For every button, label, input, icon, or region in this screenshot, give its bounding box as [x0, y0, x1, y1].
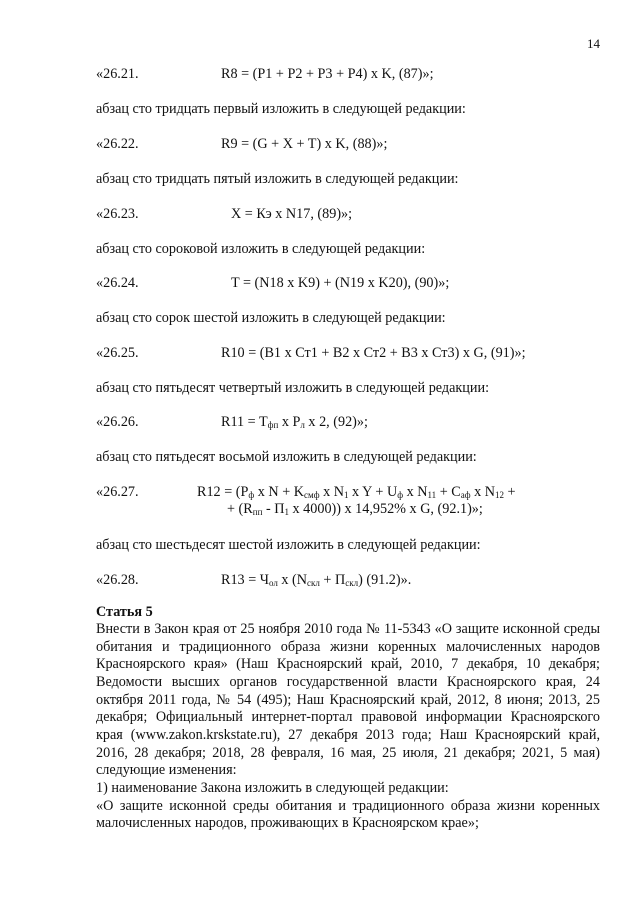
formula-26-27-line1: $R12 = (P_ф$ x $N + K_{смф}$ x $N_1$ x $Y + U_ф$ x $N_{11} + C_{аф}$ x $N_{12}$ + [197, 484, 516, 500]
article-paragraph: Внести в Закон края от 25 ноября 2010 года № 11-5343 «О защите исконной среды обитания и традиционного образа жизни коренных малочисленных народов Красноярского края» (Наш Красноярский край, 2010, 7 декабря, 10 декабря; Ведомости высших органов государственной власти Красноярского края, 24 октября 2011 года, № 54 (495); Наш Красноярский край, 2012, 8 июня; 2013, 25 декабря; Официальный интернет-портал правовой информации Красноярского края (www.zakon.krskstate.ru), 27 декабря 2013 года; Наш Красноярский край, 2016, 28 декабря; 2018, 28 февраля, 16 мая, 25 июля, 21 декабря; 2021, 5 мая) следующие изменения: [96, 621, 600, 779]
formula: R8 = (P1 + P2 + P3 + P4) x K, (87)»; [221, 66, 434, 82]
article-body [96, 621, 600, 833]
paragraph: абзац сто тридцать первый изложить в следующей редакции: [96, 101, 466, 117]
item-number: «26.27. [96, 484, 139, 500]
formula-26-27-line2: + ($R_{пп} - П_1$ x 4000)) x 14,952% x G, (92.1)»; [227, 501, 483, 517]
paragraph: абзац сто пятьдесят восьмой изложить в следующей редакции: [96, 449, 477, 465]
formula: R10 = (B1 x Ст1 + B2 x Ст2 + B3 x Ст3) x G, (91)»; [221, 345, 526, 361]
item-number: «26.26. [96, 414, 139, 430]
paragraph: абзац сто сороковой изложить в следующей редакции: [96, 241, 426, 257]
formula-26-28: $R13 = Ч_{ол}$ x $(N_{скл} + П_{скл})$ (91.2)». [221, 572, 412, 588]
article-title: Статья 5 [96, 604, 153, 620]
formula: X = Кэ x N17, (89)»; [231, 206, 353, 222]
article-paragraph: 1) наименование Закона изложить в следующей редакции: [96, 780, 449, 797]
article-paragraph: «О защите исконной среды обитания и традиционного образа жизни коренных малочисленных народов, проживающих в Красноярском крае»; [96, 797, 600, 832]
item-number: «26.21. [96, 66, 139, 82]
item-number: «26.24. [96, 275, 139, 291]
item-number: «26.22. [96, 136, 139, 152]
paragraph: абзац сто сорок шестой изложить в следующей редакции: [96, 310, 446, 326]
paragraph: абзац сто тридцать пятый изложить в следующей редакции: [96, 171, 459, 187]
item-number: «26.25. [96, 345, 139, 361]
paragraph: абзац сто пятьдесят четвертый изложить в следующей редакции: [96, 380, 490, 396]
formula-26-26: $R11 = T_{фп}$ x $P_л$ x 2, (92)»; [221, 414, 368, 430]
page-number: 14 [587, 36, 600, 51]
item-number: «26.23. [96, 206, 139, 222]
paragraph: абзац сто шестьдесят шестой изложить в следующей редакции: [96, 537, 481, 553]
formula: R9 = (G + X + T) x K, (88)»; [221, 136, 388, 152]
formula: T = (N18 x K9) + (N19 x K20), (90)»; [231, 275, 450, 291]
item-number: «26.28. [96, 572, 139, 588]
